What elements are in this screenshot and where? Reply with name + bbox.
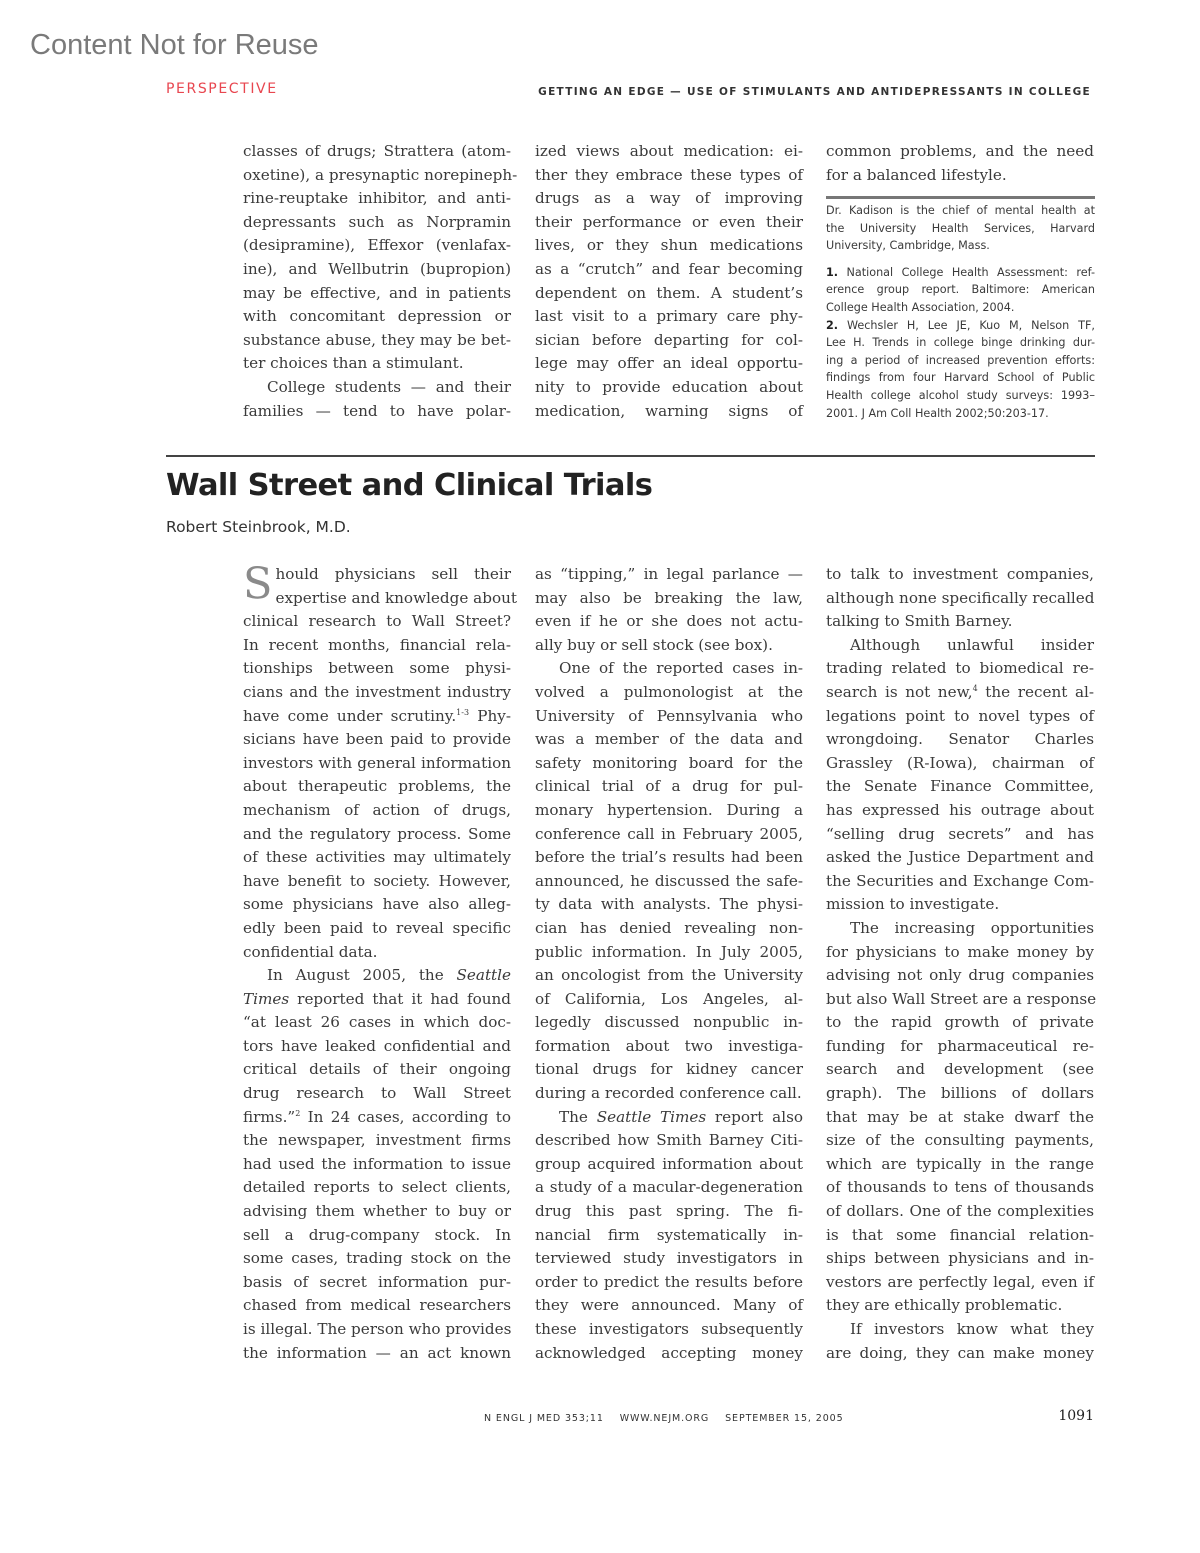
notes-block [826, 196, 1095, 422]
citation-superscript: 1-3 [456, 707, 470, 717]
notes-rule [826, 196, 1095, 199]
text-line: described how Smith Barney Citi- [535, 1131, 803, 1150]
text-line: ized views about medication: ei- [535, 142, 803, 160]
text-line: has expressed his outrage about [826, 800, 1094, 819]
article-divider [166, 455, 1095, 457]
text-line: confidential data. [243, 942, 378, 961]
issue-date: SEPTEMBER 15, 2005 [725, 1413, 844, 1424]
text-line: of these activities may ultimately [243, 848, 511, 867]
paragraph [535, 1106, 803, 1366]
text-line: of California, Los Angeles, al- [535, 989, 803, 1008]
text-line: mechanism of action of drugs, [243, 800, 511, 819]
text-line: as a “crutch” and fear becoming [535, 259, 803, 278]
text-segment: firms.” [243, 1107, 296, 1126]
text-line: the Securities and Exchange Com- [826, 871, 1094, 890]
text-line: they were announced. Many of [535, 1296, 803, 1315]
text-line: of dollars. One of the complexities [826, 1202, 1094, 1221]
text-line: In recent months, financial rela- [243, 635, 511, 654]
text-line: ally buy or sell stock (see box). [535, 635, 773, 654]
paragraph [826, 634, 1094, 917]
text-line: order to predict the results before [535, 1272, 803, 1291]
text-line: although none specifically recalled [826, 588, 1095, 607]
text-line [535, 1106, 803, 1130]
text-line: graph). The billions of dollars [826, 1084, 1094, 1103]
prev-article-column-2 [535, 140, 803, 423]
text-line: trading related to biomedical re- [826, 659, 1094, 678]
text-line: have benefit to society. However, [243, 871, 511, 890]
text-line: the newspaper, investment firms [243, 1131, 511, 1150]
text-line: they are ethically problematic. [826, 1296, 1063, 1315]
text-line: sician before departing for col- [535, 330, 803, 349]
reference-item [826, 317, 1095, 423]
text-line [243, 964, 511, 988]
reference-line [826, 405, 1095, 423]
text-line: hould physicians sell their [275, 565, 511, 583]
reference-line [826, 387, 1095, 405]
text-line: ter choices than a stimulant. [243, 354, 464, 373]
text-line: that may be at stake dwarf the [826, 1107, 1094, 1126]
article-column-2 [535, 563, 803, 1365]
text-line: announced, he discussed the safe- [535, 871, 803, 890]
text-line: tors have leaked confidential and [243, 1036, 511, 1055]
reference-list [826, 264, 1095, 422]
reference-line [826, 281, 1095, 299]
text-line: the Senate Finance Committee, [826, 777, 1094, 796]
text-line: was a member of the data and [535, 730, 803, 749]
text-line: are doing, they can make money [826, 1343, 1094, 1362]
text-line: but also Wall Street are a response [826, 989, 1097, 1008]
text-line: their performance or even their [535, 212, 803, 231]
text-line: public information. In July 2005, [535, 942, 803, 961]
text-line: “at least 26 cases in which doc- [243, 1013, 511, 1032]
text-line: terviewed study investigators in [535, 1249, 803, 1268]
text-line: “selling drug secrets” and has [826, 824, 1094, 843]
article-column-1 [243, 559, 517, 1365]
text-line: oxetine), a presynaptic norepineph- [243, 165, 518, 184]
text-line: some cases, trading stock on the [243, 1249, 511, 1268]
paragraph [826, 1318, 1094, 1365]
note-line: University, Cambridge, Mass. [826, 239, 990, 253]
text-line: Although unlawful insider [850, 635, 1094, 654]
running-head: GETTING AN EDGE — USE OF STIMULANTS AND ANTIDEPRESSANTS IN COLLEGE [538, 86, 1091, 98]
article-title: Wall Street and Clinical Trials [166, 468, 653, 503]
text-line: volved a pulmonologist at the [535, 682, 803, 701]
text-line: last visit to a primary care phy- [535, 307, 803, 326]
note-line: Dr. Kadison is the chief of mental health at [826, 204, 1095, 217]
author-note [826, 202, 1095, 255]
text-line: ther they embrace these types of [535, 165, 803, 184]
text-line: One of the reported cases in- [559, 659, 803, 678]
text-line: expertise and knowledge about [275, 588, 517, 607]
text-line: classes of drugs; Strattera (atom- [243, 142, 511, 160]
reference-line [826, 369, 1095, 387]
paragraph [535, 563, 803, 657]
text-segment: have come under scrutiny. [243, 706, 457, 725]
text-line: lives, or they shun medications [535, 236, 803, 255]
text-line: for a balanced lifestyle. [826, 165, 1007, 184]
reference-line [826, 352, 1095, 370]
text-line: cian has denied revealing non- [535, 918, 803, 937]
text-segment: Health college alcohol study surveys: 1993– [826, 388, 1095, 402]
text-line: drug this past spring. The fi- [535, 1202, 803, 1221]
paragraph [535, 140, 803, 423]
paragraph [826, 917, 1097, 1318]
text-line: drugs as a way of improving [535, 189, 803, 208]
paragraph [826, 140, 1094, 187]
text-line: safety monitoring board for the [535, 753, 803, 772]
article-column-3 [826, 563, 1097, 1365]
text-line: rine-reuptake inhibitor, and anti- [243, 189, 511, 208]
text-line: legations point to novel types of [826, 706, 1094, 725]
text-segment: erence group report. Baltimore: American [826, 283, 1095, 297]
paragraph [243, 140, 518, 376]
text-line: substance abuse, they may be bet- [243, 330, 511, 349]
italic-text: Seattle [456, 966, 511, 985]
text-line: funding for pharmaceutical re- [826, 1036, 1094, 1055]
text-segment: findings from four Harvard School of Public [826, 371, 1095, 385]
prev-article-column-3 [826, 140, 1094, 187]
text-line: sicians have been paid to provide [243, 730, 511, 749]
text-line [826, 681, 1094, 705]
text-line: basis of secret information pur- [243, 1272, 511, 1291]
text-line: may also be breaking the law, [535, 588, 803, 607]
text-line: critical details of their ongoing [243, 1060, 511, 1079]
text-line: detailed reports to select clients, [243, 1178, 511, 1197]
text-line: talking to Smith Barney. [826, 612, 1013, 631]
text-line: conference call in February 2005, [535, 824, 803, 843]
text-line: of thousands to tens of thousands [826, 1178, 1094, 1197]
reference-number: 1. [826, 265, 839, 279]
drop-cap: S [243, 559, 273, 609]
text-line: an oncologist from the University [535, 966, 803, 985]
italic-text: Times [243, 989, 290, 1008]
text-line: depressants such as Norpramin [243, 212, 511, 231]
article-byline: Robert Steinbrook, M.D. [166, 518, 351, 536]
text-line: to the rapid growth of private [826, 1013, 1094, 1032]
paragraph [243, 559, 517, 964]
text-line: drug research to Wall Street [243, 1084, 511, 1103]
section-label: PERSPECTIVE [166, 81, 278, 97]
paragraph [243, 376, 511, 423]
citation-superscript: 4 [972, 683, 978, 693]
text-line: cians and the investment industry [243, 682, 511, 701]
text-line: acknowledged accepting money [535, 1343, 803, 1362]
paragraph [826, 563, 1094, 634]
text-segment: report also [706, 1107, 804, 1126]
text-line: formation about two investiga- [535, 1036, 803, 1055]
text-line: before the trial’s results had been [535, 848, 803, 867]
watermark: Content Not for Reuse [30, 29, 319, 61]
text-line: some physicians have also alleg- [243, 895, 511, 914]
text-line: investors with general information [243, 753, 511, 772]
text-line: advising them whether to buy or [243, 1202, 511, 1221]
text-line: search and development (see [826, 1060, 1094, 1079]
text-line: wrongdoing. Senator Charles [826, 730, 1094, 749]
text-line: chased from medical researchers [243, 1296, 511, 1315]
text-line: College students — and their [267, 377, 511, 396]
text-line: tionships between some physi- [243, 659, 511, 678]
text-line: ine), and Wellbutrin (bupropion) [243, 259, 511, 278]
text-line: which are typically in the range [826, 1154, 1094, 1173]
text-line: monary hypertension. During a [535, 800, 803, 819]
text-segment: In 24 cases, according to [300, 1107, 511, 1126]
text-segment: ing a period of increased prevention efforts: [826, 353, 1095, 367]
text-line: families — tend to have polar- [243, 401, 511, 420]
text-line: had used the information to issue [243, 1154, 511, 1173]
text-segment: reported that it had found [289, 989, 511, 1008]
text-line: a study of a macular-degeneration [535, 1178, 803, 1197]
text-line: to talk to investment companies, [826, 565, 1094, 583]
text-segment: College Health Association, 2004. [826, 300, 1015, 314]
page-number: 1091 [1058, 1408, 1094, 1424]
citation-superscript: 2 [295, 1108, 301, 1118]
text-line: University of Pennsylvania who [535, 706, 803, 725]
reference-line [826, 264, 1095, 282]
text-line: may be effective, and in patients [243, 283, 511, 302]
text-line: with concomitant depression or [243, 307, 511, 326]
text-line: advising not only drug companies [826, 966, 1094, 985]
text-line: these investigators subsequently [535, 1320, 803, 1338]
text-line: medication, warning signs of [535, 401, 803, 420]
text-line: clinical trial of a drug for pul- [535, 777, 803, 796]
text-line: size of the consulting payments, [826, 1131, 1094, 1150]
text-segment: 2001. J Am Coll Health 2002;50:203-17. [826, 406, 1049, 420]
text-line [243, 988, 511, 1012]
text-line: about therapeutic problems, the [243, 777, 511, 796]
text-line: If investors know what they [850, 1320, 1094, 1338]
text-segment: the recent al- [977, 682, 1094, 701]
journal-website[interactable]: WWW.NEJM.ORG [619, 1413, 710, 1424]
text-line: nancial firm systematically in- [535, 1225, 803, 1244]
text-segment: The [559, 1107, 597, 1126]
text-line: clinical research to Wall Street? [243, 612, 511, 631]
text-line: and the regulatory process. Some [243, 824, 511, 843]
text-line: tional drugs for kidney cancer [535, 1060, 803, 1079]
reference-number: 2. [826, 318, 839, 332]
text-line: nity to provide education about [535, 377, 803, 396]
text-line: Grassley (R-Iowa), chairman of [826, 753, 1094, 772]
prev-article-column-1 [243, 140, 518, 423]
text-line: The increasing opportunities [850, 918, 1094, 937]
text-segment: In August 2005, the [267, 966, 457, 985]
text-line: group acquired information about [535, 1154, 803, 1173]
note-line: the University Health Services, Harvard [826, 221, 1095, 235]
text-line: common problems, and the need [826, 142, 1094, 160]
text-line: ty data with analysts. The physi- [535, 895, 803, 914]
reference-line [826, 317, 1095, 335]
text-segment: National College Health Assessment: ref- [846, 265, 1096, 279]
reference-line [826, 334, 1095, 352]
italic-text: Seattle Times [596, 1107, 707, 1126]
text-line: the information — an act known [243, 1343, 511, 1362]
text-line: (desipramine), Effexor (venlafax- [243, 236, 511, 255]
paragraph [243, 964, 511, 1365]
text-line [243, 1106, 511, 1130]
text-line: asked the Justice Department and [826, 848, 1094, 867]
text-line: for physicians to make money by [826, 942, 1094, 961]
text-line: dependent on them. A student’s [535, 283, 803, 302]
text-line: even if he or she does not actu- [535, 612, 803, 631]
text-segment: search is not new, [826, 682, 973, 701]
text-segment: Phy- [469, 706, 511, 725]
journal-citation: N ENGL J MED 353;11 [484, 1413, 604, 1424]
text-line: sell a drug-company stock. In [243, 1225, 511, 1244]
text-line [243, 705, 511, 729]
text-line: ships between physicians and in- [826, 1249, 1094, 1268]
text-line: edly been paid to reveal specific [243, 918, 511, 937]
text-line: vestors are perfectly legal, even if [826, 1272, 1094, 1291]
footer-citation [484, 1413, 856, 1424]
text-line: mission to investigate. [826, 895, 1000, 914]
text-line: is that some financial relation- [826, 1225, 1094, 1244]
paragraph [535, 657, 803, 1105]
text-line: lege may offer an ideal opportu- [535, 354, 803, 373]
text-line: is illegal. The person who provides [243, 1320, 512, 1338]
text-line: legedly discussed nonpublic in- [535, 1013, 803, 1032]
text-line: as “tipping,” in legal parlance — [535, 565, 803, 583]
reference-item [826, 264, 1095, 317]
reference-line [826, 299, 1095, 317]
text-line: during a recorded conference call. [535, 1084, 802, 1103]
text-segment: Lee H. Trends in college binge drinking dur- [826, 336, 1095, 350]
text-segment: Wechsler H, Lee JE, Kuo M, Nelson TF, [846, 318, 1095, 332]
